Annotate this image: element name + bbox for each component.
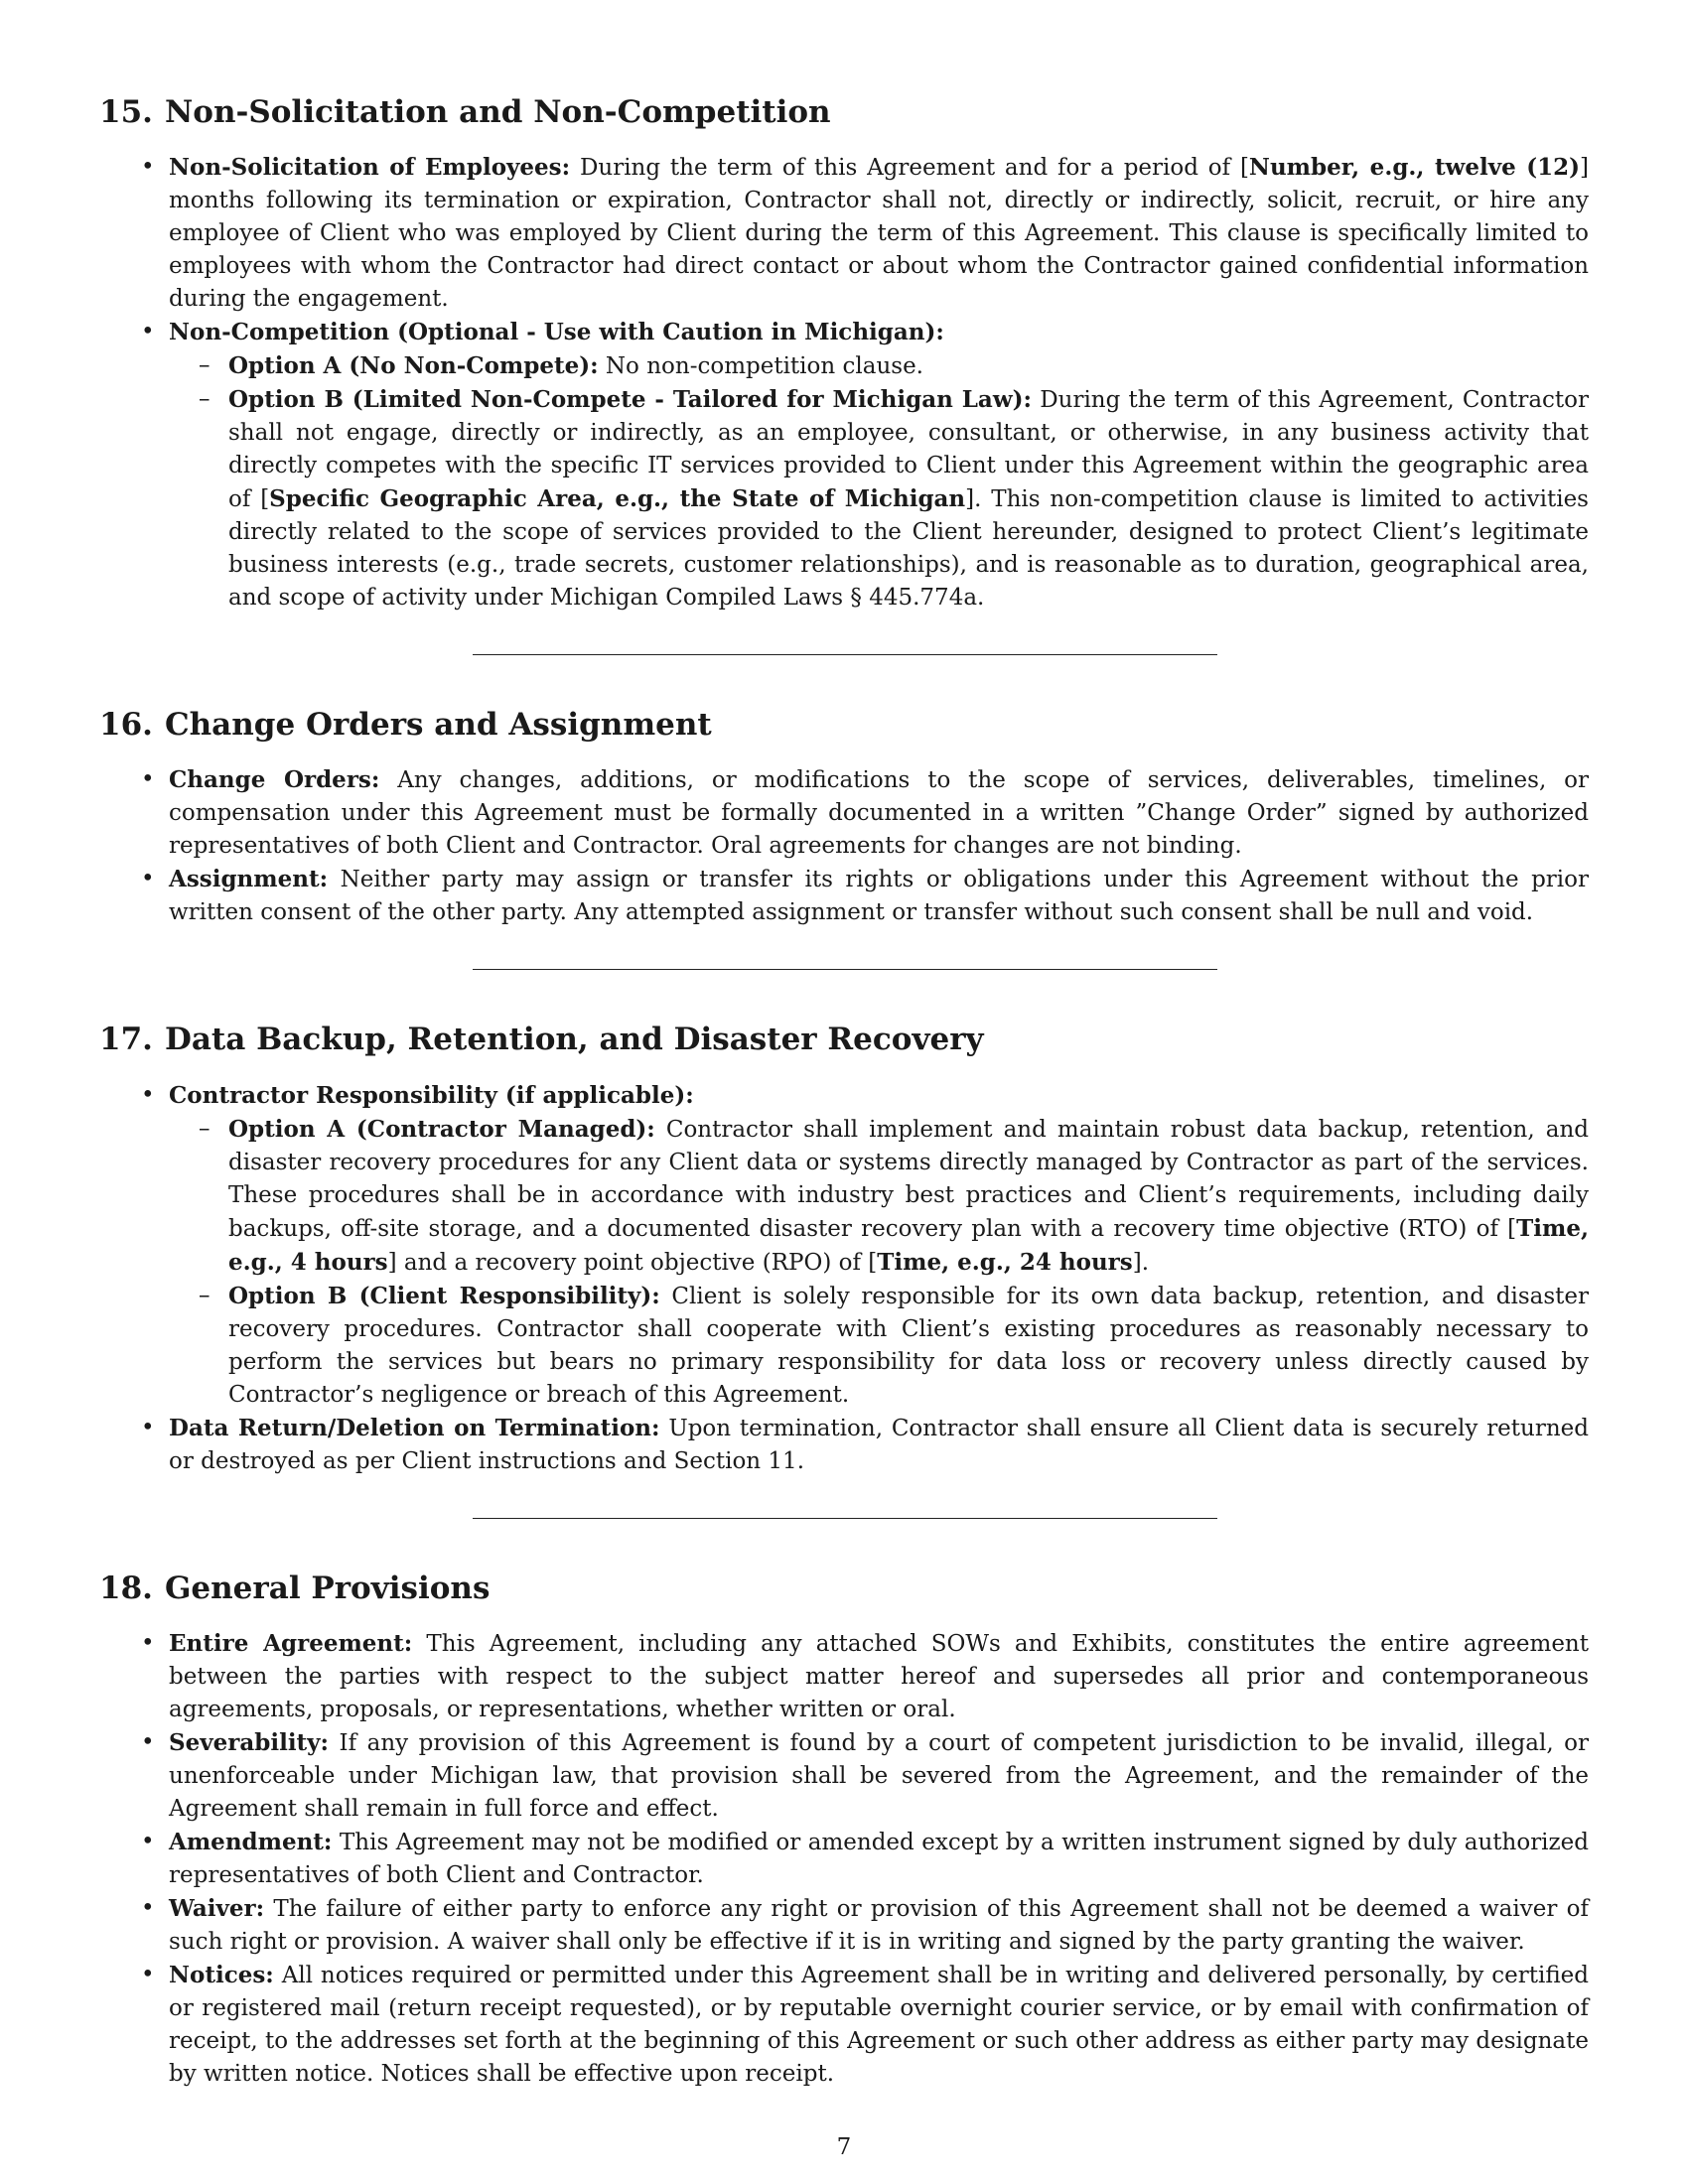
section-heading: 17. Data Backup, Retention, and Disaster Recovery [99, 1022, 984, 1058]
sub-list-item: – Option B (Limited Non-Compete - Tailored for Michigan Law): During the term of this Agreement, Contractor shall not engage, directly or indirectly, as an employee, consultant, or otherwise, in any business activity that directly competes with the specific IT services provided to Client under this Agreement within the geographic area of [Specific Geographic Area, e.g., the State of Michigan]. This non-competition clause is limited to activities directly related to the scope of services provided to the Client hereunder, designed to protect Client’s legitimate business interests (e.g., trade secrets, customer relationships), and is reasonable as to duration, geographical area, and scope of activity under Michigan Compiled Laws § 445.774a. [228, 383, 1589, 614]
document-page [99, 94, 1589, 2091]
list-item: • Non-Solicitation of Employees: During the term of this Agreement and for a period of [Number, e.g., twelve (12)] months following its termination or expiration, Contractor shall not, directly or indirectly, solicit, recruit, or hire any employee of Client who was employed by Client during the term of this Agreement. This clause is specifically limited to employees with whom the Contractor had direct contact or about whom the Contractor gained confidential information during the engagement. [169, 151, 1589, 316]
section-17 [99, 1022, 1589, 1477]
page-number: 7 [836, 2134, 852, 2160]
sub-list-item: – Option A (No Non-Compete): No non-competition clause. [228, 349, 1589, 383]
list-item: • Notices: All notices required or permitted under this Agreement shall be in writing and delivered personally, by certified or registered mail (return receipt requested), or by reputable overnight courier service, or by email with confirmation of receipt, to the addresses set forth at the beginning of this Agreement or such other address as either party may designate by written notice. Notices shall be effective upon receipt. [169, 1959, 1589, 2091]
section-divider [473, 969, 1217, 970]
list-item: • Contractor Responsibility (if applicable): – Option A (Contractor Managed): Contractor shall implement and maintain robust data backup, retention, and disaster recovery procedures for any Client data or systems directly managed by Contractor as part of the services. These procedures shall be in accordance with industry best practices and Client’s requirements, including daily backups, off-site storage, and a documented disaster recovery plan with a recovery time objective (RTO) of [Time, e.g., 4 hours] and a recovery point objective (RPO) of [Time, e.g., 24 hours]. – Option B (Client Responsibility): Client is solely responsible for its own data backup, retention, and disaster recovery procedures. Contractor shall cooperate with Client’s existing procedures as reasonably necessary to perform the services but bears no primary responsibility for data loss or recovery unless directly caused by Contractor’s negligence or breach of this Agreement. [169, 1079, 1589, 1412]
section-15 [99, 94, 1589, 614]
sub-list-item: – Option A (Contractor Managed): Contractor shall implement and maintain robust data backup, retention, and disaster recovery procedures for any Client data or systems directly managed by Contractor as part of the services. These procedures shall be in accordance with industry best practices and Client’s requirements, including daily backups, off-site storage, and a documented disaster recovery plan with a recovery time objective (RTO) of [Time, e.g., 4 hours] and a recovery point objective (RPO) of [Time, e.g., 24 hours]. [228, 1113, 1589, 1280]
list-item: • Amendment: This Agreement may not be modified or amended except by a written instrument signed by duly authorized representatives of both Client and Contractor. [169, 1826, 1589, 1892]
section-list [99, 1079, 1589, 1478]
sub-list [169, 1113, 1589, 1412]
sub-list-item: – Option B (Client Responsibility): Client is solely responsible for its own data backup, retention, and disaster recovery procedures. Contractor shall cooperate with Client’s existing procedures as reasonably necessary to perform the services but bears no primary responsibility for data loss or recovery unless directly caused by Contractor’s negligence or breach of this Agreement. [228, 1280, 1589, 1412]
section-list [99, 763, 1589, 929]
section-list [99, 1627, 1589, 2091]
section-18 [99, 1570, 1589, 2091]
section-divider [473, 1518, 1217, 1519]
list-item: • Change Orders: Any changes, additions, or modifications to the scope of services, deliverables, timelines, or compensation under this Agreement must be formally documented in a written ”Change Order” signed by authorized representatives of both Client and Contractor. Oral agreements for changes are not binding. [169, 763, 1589, 863]
section-16 [99, 707, 1589, 929]
list-item: • Entire Agreement: This Agreement, including any attached SOWs and Exhibits, constitutes the entire agreement between the parties with respect to the subject matter hereof and supersedes all prior and contemporaneous agreements, proposals, or representations, whether written or oral. [169, 1627, 1589, 1726]
section-divider [473, 654, 1217, 655]
list-item: • Non-Competition (Optional - Use with Caution in Michigan): – Option A (No Non-Compete): No non-competition clause. – Option B (Limited Non-Compete - Tailored for Michigan Law): During the term of this Agreement, Contractor shall not engage, directly or indirectly, as an employee, consultant, or otherwise, in any business activity that directly competes with the specific IT services provided to Client under this Agreement within the geographic area of [Specific Geographic Area, e.g., the State of Michigan]. This non-competition clause is limited to activities directly related to the scope of services provided to the Client hereunder, designed to protect Client’s legitimate business interests (e.g., trade secrets, customer relationships), and is reasonable as to duration, geographical area, and scope of activity under Michigan Compiled Laws § 445.774a. [169, 316, 1589, 614]
list-item: • Severability: If any provision of this Agreement is found by a court of competent jurisdiction to be invalid, illegal, or unenforceable under Michigan law, that provision shall be severed from the Agreement, and the remainder of the Agreement shall remain in full force and effect. [169, 1726, 1589, 1826]
section-heading: 16. Change Orders and Assignment [99, 707, 712, 744]
section-heading: 18. General Provisions [99, 1570, 491, 1606]
list-item: • Assignment: Neither party may assign or transfer its rights or obligations under this Agreement without the prior written consent of the other party. Any attempted assignment or transfer without such consent shall be null and void. [169, 863, 1589, 929]
list-item: • Data Return/Deletion on Termination: Upon termination, Contractor shall ensure all Client data is securely returned or destroyed as per Client instructions and Section 11. [169, 1412, 1589, 1478]
section-list [99, 151, 1589, 614]
sub-list [169, 349, 1589, 614]
section-heading: 15. Non-Solicitation and Non-Competition [99, 94, 831, 130]
list-item: • Waiver: The failure of either party to enforce any right or provision of this Agreement shall not be deemed a waiver of such right or provision. A waiver shall only be effective if it is in writing and signed by the party granting the waiver. [169, 1892, 1589, 1959]
